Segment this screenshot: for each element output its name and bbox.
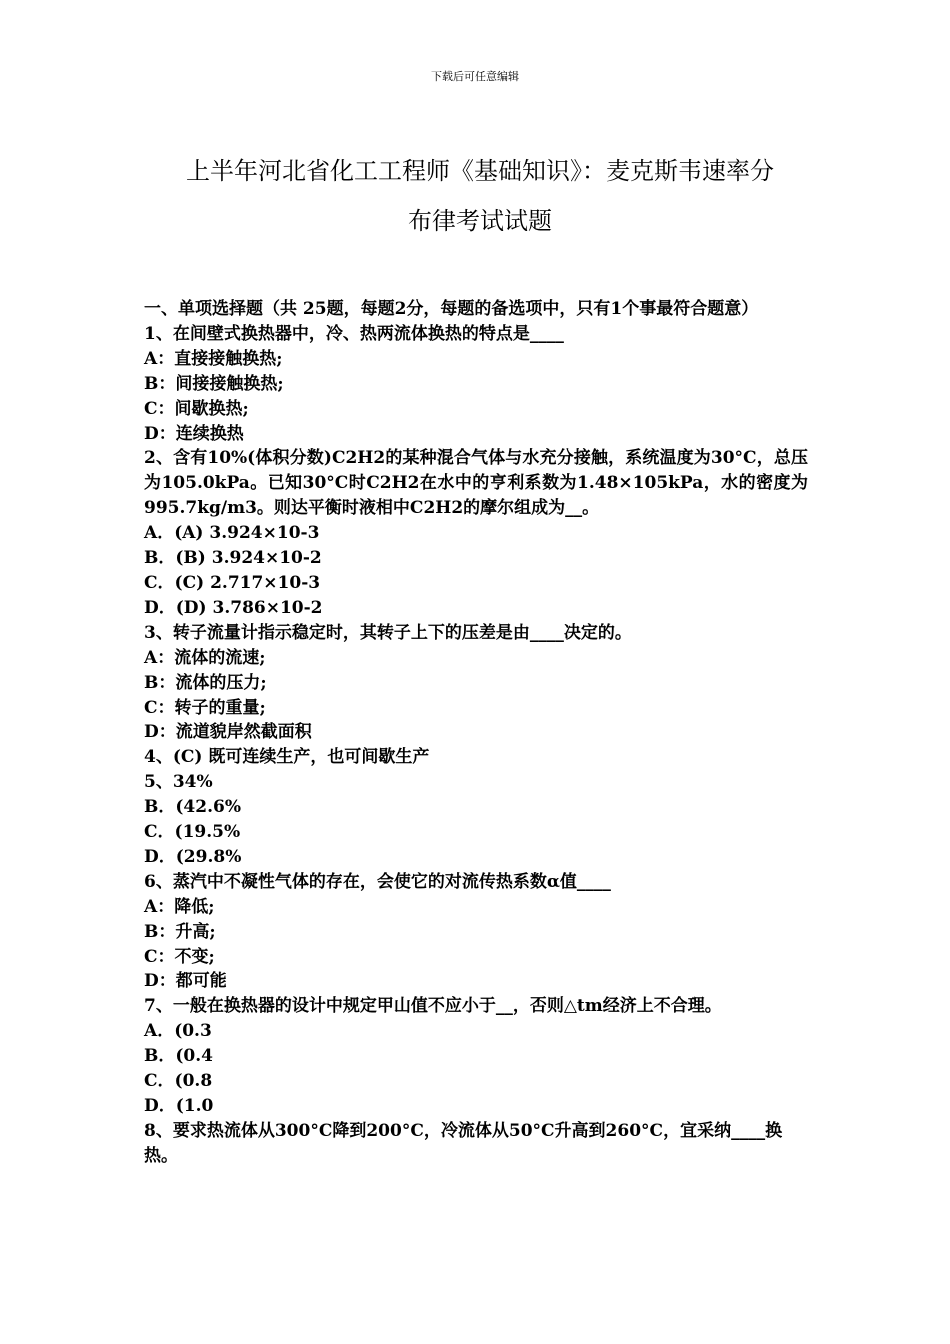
option: C：转子的重量; [144, 697, 266, 718]
option: C．(19.5% [144, 822, 241, 843]
question-1: 1、在间壁式换热器中，冷、热两流体换热的特点是____ [144, 323, 564, 344]
option: C：间歇换热; [144, 398, 249, 419]
question-6: 6、蒸汽中不凝性气体的存在，会使它的对流传热系数α值____ [144, 871, 611, 892]
question-5: 5、34% [144, 772, 213, 793]
option: C．(C) 2.717×10-3 [144, 572, 321, 593]
option: B：间接接触换热; [144, 373, 284, 394]
option: D：都可能 [144, 971, 227, 992]
title-line: 上半年河北省化工工程师《基础知识》：麦克斯韦速率分 [186, 157, 774, 185]
question-2: 2、含有10%(体积分数)C2H2的某种混合气体与水充分接触，系统温度为30°C，总压为105.0kPa。已知30°C时C2H2在水中的亨利系数为1.48×105kPa，水的密度为995.7kg/m3。则达平衡时液相中C2H2的摩尔组成为__。 [144, 448, 808, 519]
option: B：升高; [144, 921, 216, 942]
option: A．(0.3 [144, 1021, 212, 1042]
page-header: 下载后可任意编辑 [431, 70, 519, 83]
option: B．(B) 3.924×10-2 [144, 548, 322, 569]
option: A：降低; [144, 896, 215, 917]
option: C．(0.8 [144, 1071, 213, 1092]
question-4: 4、(C) 既可连续生产，也可间歇生产 [144, 747, 430, 768]
document-title [140, 146, 820, 246]
option: D：流道貌岸然截面积 [144, 722, 312, 743]
option: A：流体的流速; [144, 647, 266, 668]
option: D．(D) 3.786×10-2 [144, 597, 323, 618]
option: C：不变; [144, 946, 215, 967]
title-line: 布律考试试题 [408, 207, 552, 235]
option: D．(1.0 [144, 1096, 214, 1116]
question-7: 7、一般在换热器的设计中规定甲山值不应小于__，否则△tm经济上不合理。 [144, 996, 722, 1017]
option: A：直接接触换热; [144, 348, 283, 369]
option: D．(29.8% [144, 846, 242, 867]
option: B．(42.6% [144, 797, 241, 818]
question-8: 8、要求热流体从300°C降到200°C，冷流体从50°C升高到260°C，宜采纳____换热。 [144, 1120, 783, 1166]
section-heading: 一、单项选择题（共 25题，每题2分，每题的备选项中，只有1个事最符合题意） [144, 299, 759, 319]
exam-content [144, 297, 808, 1169]
option: D：连续换热 [144, 423, 244, 444]
option: B．(0.4 [144, 1046, 213, 1067]
question-3: 3、转子流量计指示稳定时，其转子上下的压差是由____决定的。 [144, 622, 632, 643]
option: B：流体的压力; [144, 672, 267, 693]
option: A．(A) 3.924×10-3 [144, 523, 320, 544]
